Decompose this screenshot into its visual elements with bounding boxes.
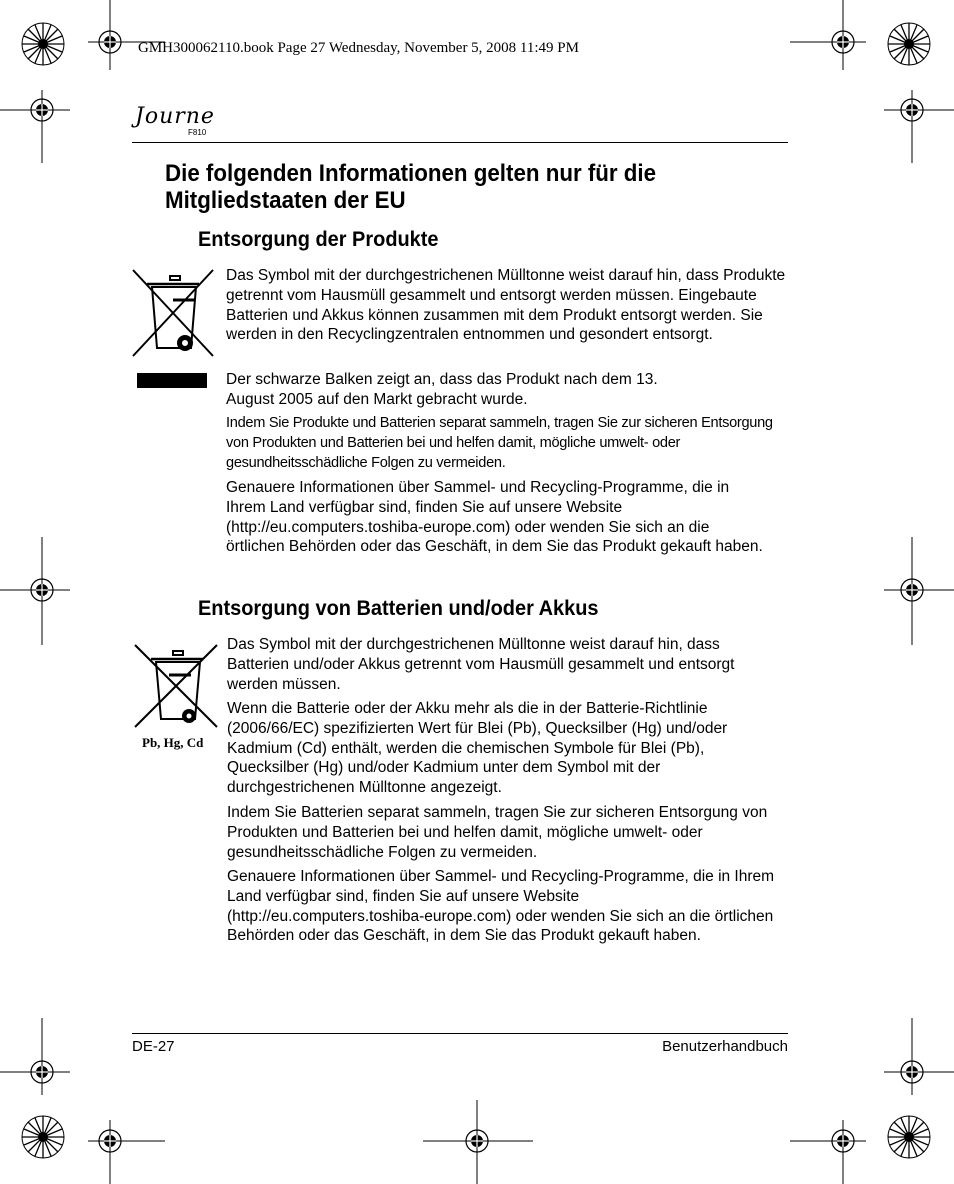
logo-model: F810: [188, 128, 207, 137]
print-info: GMH300062110.book Page 27 Wednesday, November 5, 2008 11:49 PM: [138, 40, 579, 56]
logo-script: Journe: [135, 104, 215, 129]
section2-paragraph-4: Genauere Informationen über Sammel- und Recycling-Programme, die in Ihrem Land verfügbar sind, finden Sie auf unsere Website (http://eu.computers.toshiba-europe.com) oder wenden Sie sich an die örtlichen Behörden oder das Geschäft, in dem Sie das Produkt gekauft haben.: [227, 868, 775, 945]
section2-paragraph-2: Wenn die Batterie oder der Akku mehr als die in der Batterie-Richtlinie (2006/66/EC) spezifizierten Wert für Blei (Pb), Quecksilber (Hg) und/oder Kadmium (Cd) enthält, werden die chemischen Symbole für Blei (Pb), Quecksilber (Hg) und/oder Kadmium unter dem Symbol mit der durchgestrichenen Mülltonne angezeigt.: [227, 700, 728, 797]
section1-paragraph-2: Der schwarze Balken zeigt an, dass das Produkt nach dem 13. August 2005 auf den Markt gebracht wurde.: [226, 371, 658, 408]
crossed-bin-battery-icon: [135, 645, 217, 727]
section1-heading: Entsorgung der Produkte: [198, 228, 439, 251]
icon-caption: Pb, Hg, Cd: [142, 735, 204, 750]
section2-paragraph-3: Indem Sie Batterien separat sammeln, tragen Sie zur sicheren Entsorgung von Produkten und Batterien bei und helfen damit, mögliche umwelt- oder gesundheitsschädliche Folgen zu vermeiden.: [227, 804, 768, 861]
page-number: DE-27: [132, 1038, 175, 1055]
section2-heading: Entsorgung von Batterien und/oder Akkus: [198, 597, 599, 620]
book-title: Benutzerhandbuch: [662, 1038, 788, 1055]
page-title: Die folgenden Informationen gelten nur für die Mitgliedstaaten der EU: [165, 160, 657, 214]
header-rule: [132, 142, 788, 143]
black-bar-symbol: [137, 373, 207, 388]
crossed-bin-icon: [133, 268, 213, 358]
section1-paragraph-4: Genauere Informationen über Sammel- und Recycling-Programme, die in Ihrem Land verfügbar sind, finden Sie auf unsere Website (http://eu.computers.toshiba-europe.com) oder wenden Sie sich an die örtlichen Behörden oder das Geschäft, in dem Sie das Produkt gekauft haben.: [226, 479, 763, 556]
section1-paragraph-1: Das Symbol mit der durchgestrichenen Mülltonne weist darauf hin, dass Produkte getrennt vom Hausmüll gesammelt und entsorgt werden müssen. Eingebaute Batterien und Akkus können zusammen mit dem Produkt entsorgt werden. Sie werden in den Recyclingzentralen entnommen und gesondert entsorgt.: [226, 267, 786, 344]
footer-rule: [132, 1033, 788, 1034]
section2-paragraph-1: Das Symbol mit der durchgestrichenen Mülltonne weist darauf hin, dass Batterien und/oder Akkus getrennt vom Hausmüll gesammelt und entsorgt werden müssen.: [227, 636, 735, 693]
section1-paragraph-3: Indem Sie Produkte und Batterien separat sammeln, tragen Sie zur sicheren Entsorgung von Produkten und Batterien bei und helfen damit, mögliche umwelt- oder gesundheitsschädliche Folgen zu vermeiden.: [226, 415, 773, 471]
